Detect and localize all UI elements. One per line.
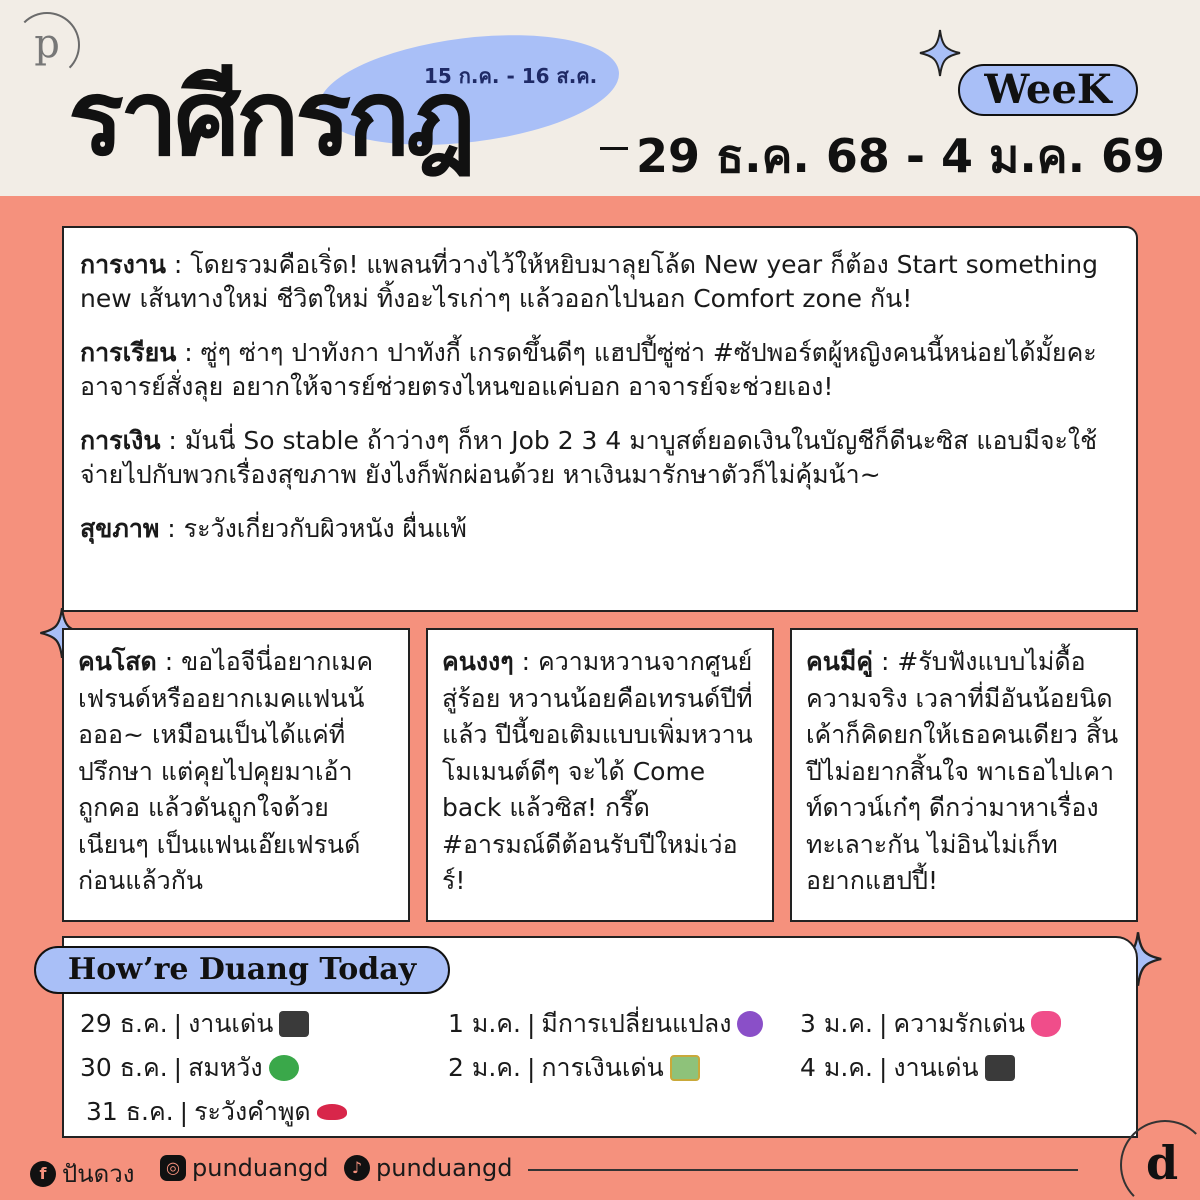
tiktok-icon: ♪ — [344, 1155, 370, 1181]
instagram-icon: ◎ — [160, 1155, 186, 1181]
couple-label: คนมีคู่ — [806, 647, 874, 676]
laptop-icon — [985, 1055, 1015, 1081]
footer-divider — [528, 1169, 1078, 1171]
talking-text: : ความหวานจากศูนย์สู่ร้อย หวานน้อยคือเทรนด์ปีที่แล้ว ปีนี้ขอเติมแบบเพิ่มหวาน โมเมนต์ดีๆ จะได้ Come back แล้วซิส! กรี๊ด #อารมณ์ดีต้อนรับปีใหม่เว่อร์! — [442, 647, 753, 895]
daily-forecast-title: How’re Duang Today — [34, 946, 450, 994]
tiktok-handle: punduangd — [376, 1154, 513, 1182]
single-text: : ขอไอจีนี่อยากเมคเฟรนด์หรืออยากเมคแฟนน้อออ~ เหมือนเป็นได้แค่ที่ปรึกษา แต่คุยไปคุยมาเอ้า ถูกคอ แล้วดันถูกใจด้วย เนียนๆ เป็นแฟนเอ๊ยเฟรนด์ก่อนแล้วกัน — [78, 647, 374, 895]
health-text: : ระวังเกี่ยวกับผิวหนัง ผื่นแพ้ — [159, 514, 467, 543]
money-icon — [670, 1055, 700, 1081]
instagram-handle: punduangd — [192, 1154, 329, 1182]
day-item: 4 ม.ค. | งานเด่น — [800, 1048, 1015, 1088]
money-label: การเงิน — [80, 426, 161, 455]
day-item: 2 ม.ค. | การเงินเด่น — [448, 1048, 700, 1088]
health-paragraph — [80, 512, 1120, 546]
day-item: 29 ธ.ค. | งานเด่น — [80, 1004, 309, 1044]
day-item: 3 ม.ค. | ความรักเด่น — [800, 1004, 1061, 1044]
money-text: : มันนี่ So stable ถ้าว่างๆ ก็หา Job 2 3 4 มาบูสต์ยอดเงินในบัญชีก็ดีนะซิส แอบมีจะใช้จ่ายไปกับพวกเรื่องสุขภาพ ยังไงก็พักผ่อนด้วย หาเงินมารักษาตัวก็ไม่คุ้มน้า~ — [80, 426, 1098, 489]
week-range: 29 ธ.ค. 68 - 4 ม.ค. 69 — [636, 129, 1166, 183]
love-couple-card — [790, 628, 1138, 922]
facebook-icon: f — [30, 1161, 56, 1187]
single-label: คนโสด — [78, 647, 157, 676]
footer-tiktok[interactable] — [344, 1154, 513, 1182]
study-text: : ซู่ๆ ซ่าๆ ปาทังกา ปาทังกี้ เกรดขึ้นดีๆ แฮปปี้ซู่ซ่า #ซัปพอร์ตผู้หญิงคนนี้หน่อยได้มั้ยคะ อาจารย์สั่งลุย อยากให้จารย์ช่วยตรงไหนขอแค่บอก อาจารย์จะช่วยเอง! — [80, 338, 1097, 401]
laptop-icon — [279, 1011, 309, 1037]
horoscope-main-card — [62, 226, 1138, 612]
talking-label: คนงงๆ — [442, 647, 514, 676]
sign-title: ราศีกรกฎ — [68, 57, 472, 179]
couple-text: : #รับฟังแบบไม่ดื้อ ความจริง เวลาที่มีอันน้อยนิด เค้าก็คิดยกให้เธอคนเดียว สิ้นปีไม่อยากสิ้นใจ พาเธอไปเคาท์ดาวน์เก๋ๆ ดีกว่ามาหาเรื่องทะเลาะกัน ไม่อินไม่เก็ท อยากแฮปปี้! — [806, 647, 1119, 895]
footer-facebook[interactable] — [30, 1154, 134, 1193]
sparkle-icon — [918, 28, 962, 78]
love-talking-card — [426, 628, 774, 922]
lips-icon — [317, 1104, 347, 1120]
day-item: 1 ม.ค. | มีการเปลี่ยนแปลง — [448, 1004, 763, 1044]
work-label: การงาน — [80, 250, 166, 279]
work-paragraph — [80, 248, 1120, 316]
money-paragraph — [80, 424, 1120, 492]
title-dash — [600, 147, 628, 150]
heart-icon — [1031, 1011, 1061, 1037]
work-text: : โดยรวมคือเริ่ด! แพลนที่วางไว้ให้หยิบมาลุยโล้ด New year ก็ต้อง Start something new เส้นทางใหม่ ชีวิตใหม่ ทิ้งอะไรเก่าๆ แล้วออกไปนอก Comfort zone กัน! — [80, 250, 1099, 313]
footer-instagram[interactable] — [160, 1154, 329, 1182]
week-badge: WeeK — [958, 64, 1138, 116]
crystal-ball-icon — [737, 1011, 763, 1037]
health-label: สุขภาพ — [80, 514, 160, 543]
love-single-card — [62, 628, 410, 922]
study-label: การเรียน — [80, 338, 177, 367]
brand-d-logo-icon: d — [1120, 1120, 1200, 1200]
day-item: 31 ธ.ค. | ระวังคำพูด — [86, 1092, 347, 1132]
sign-date-range: 15 ก.ค. - 16 ส.ค. — [424, 64, 598, 88]
study-paragraph — [80, 336, 1120, 404]
brand-p-logo-icon: p — [14, 12, 80, 78]
clover-icon — [269, 1055, 299, 1081]
day-item: 30 ธ.ค. | สมหวัง — [80, 1048, 299, 1088]
facebook-handle: ปันดวง — [62, 1160, 135, 1188]
